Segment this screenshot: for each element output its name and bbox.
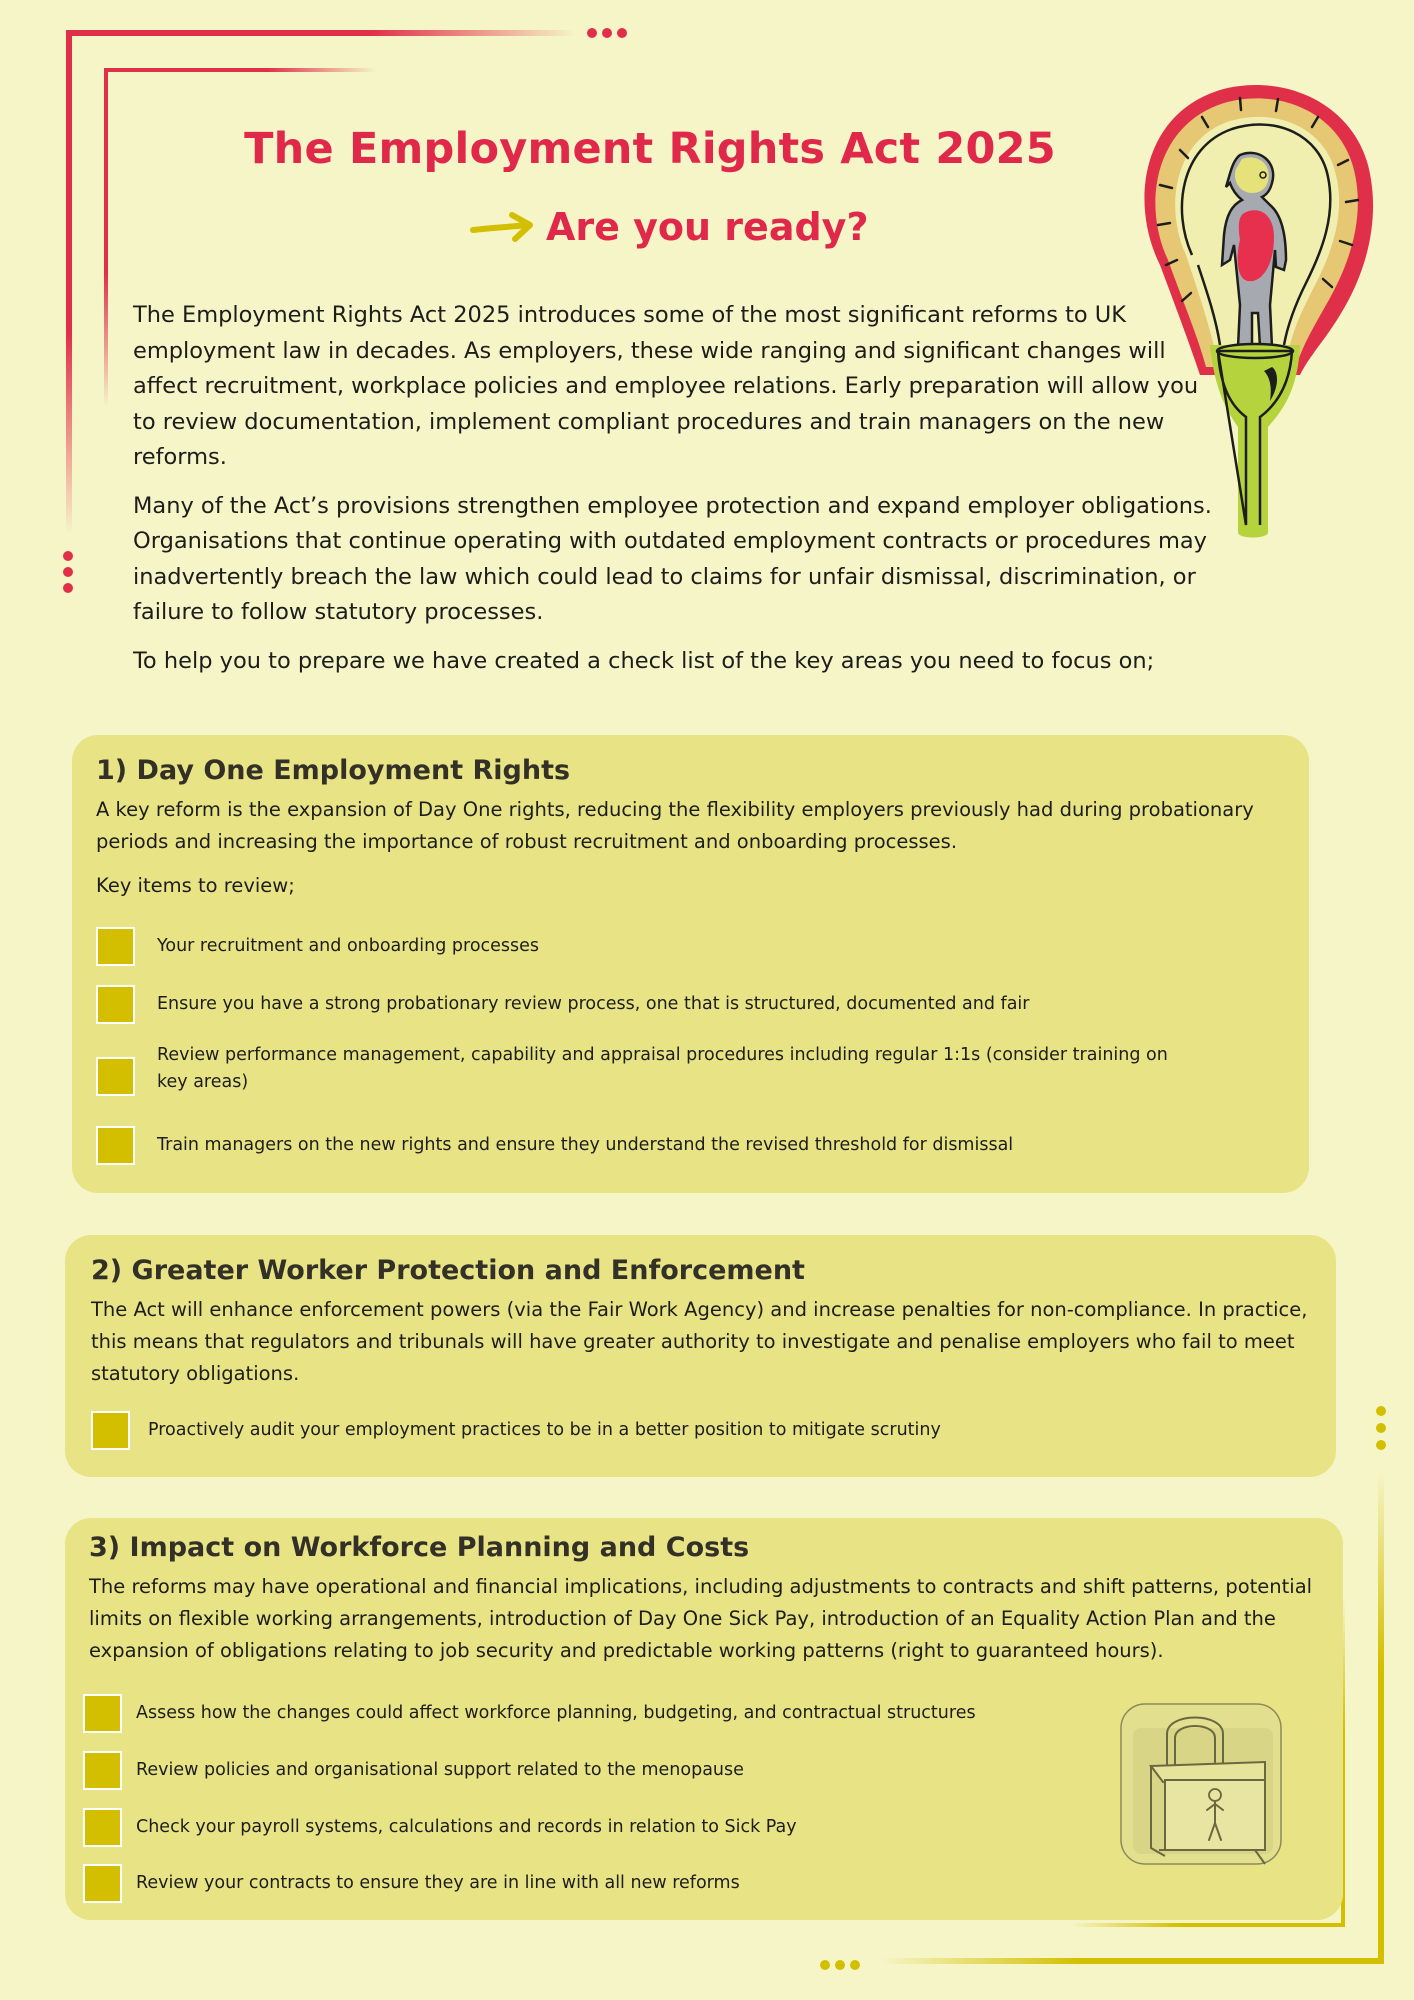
checklist-item	[96, 1126, 1013, 1165]
checklist-item	[83, 1751, 744, 1790]
section-heading: 1) Day One Employment Rights	[96, 755, 571, 786]
checklist-item-label: Check your payroll systems, calculations and records in relation to Sick Pay	[136, 1817, 797, 1837]
checkbox[interactable]	[83, 1808, 122, 1847]
checklist-item-label: Your recruitment and onboarding processes	[157, 936, 540, 956]
frame-inner-bottom-line	[1070, 1923, 1345, 1927]
checklist-item	[96, 927, 539, 966]
section-body: The Act will enhance enforcement powers (via the Fair Work Agency) and increase penalties for non-compliance. In practice, this means that regulators and tribunals will have greater authority to investigate and penalise employers who fail to meet statutory obligations.	[91, 1298, 1308, 1385]
checkbox[interactable]	[96, 985, 135, 1024]
frame-inner-left-line	[104, 68, 108, 408]
frame-inner-top-line	[104, 68, 376, 72]
page-subtitle: Are you ready?	[546, 205, 869, 249]
intro-paragraph: To help you to prepare we have created a check list of the key areas you need to focus on;	[133, 647, 1155, 674]
checklist-item	[83, 1864, 740, 1903]
section-worker-protection	[65, 1235, 1336, 1477]
section-workforce-planning	[65, 1518, 1343, 1920]
checkbox[interactable]	[96, 1126, 135, 1165]
checklist-item-label: Review performance management, capability and appraisal procedures including regular 1:1s (consider training on key areas)	[157, 1045, 1168, 1092]
checklist-item-label: Review your contracts to ensure they are in line with all new reforms	[136, 1873, 740, 1893]
intro-paragraph: Many of the Act’s provisions strengthen employee protection and expand employer obligations. Organisations that continue operating with outdated employment contracts or procedures may inadvertently breach the law which could lead to claims for unfair dismissal, discrimination, or failure to follow statutory processes.	[133, 492, 1212, 625]
intro-paragraph: The Employment Rights Act 2025 introduces some of the most significant reforms to UK employment law in decades. As employers, these wide ranging and significant changes will affect recruitment, workplace policies and employee relations. Early preparation will allow you to review documentation, implement compliant procedures and train managers on the new reforms.	[133, 302, 1199, 470]
section-body: A key reform is the expansion of Day One rights, reducing the flexibility employers previously had during probationary periods and increasing the importance of robust recruitment and onboarding processes.	[96, 798, 1254, 853]
section-day-one-rights	[72, 735, 1309, 1193]
checkbox[interactable]	[91, 1411, 130, 1450]
checklist-item-label: Review policies and organisational support related to the menopause	[136, 1760, 744, 1780]
section-body: The reforms may have operational and financial implications, including adjustments to contracts and shift patterns, potential limits on flexible working arrangements, introduction of Day One Sick Pay, introduction of an Equality Action Plan and the expansion of obligations relating to job security and predictable working patterns (right to guaranteed hours).	[89, 1575, 1313, 1662]
section-subheading: Key items to review;	[96, 874, 295, 897]
checklist-item-label: Train managers on the new rights and ensure they understand the revised threshold for dismissal	[157, 1135, 1014, 1155]
padlock-person-icon	[1115, 1698, 1287, 1870]
arrow-right-icon	[470, 210, 536, 244]
page-title: The Employment Rights Act 2025	[244, 124, 1056, 174]
frame-outer-bottom-line	[880, 1958, 1384, 1964]
frame-outer-top-line	[66, 30, 576, 36]
checklist-item-label: Assess how the changes could affect workforce planning, budgeting, and contractual structures	[136, 1703, 976, 1723]
checklist-item-label: Proactively audit your employment practices to be in a better position to mitigate scrutiny	[148, 1420, 941, 1440]
section-heading: 2) Greater Worker Protection and Enforcement	[91, 1255, 805, 1286]
frame-outer-right-line	[1378, 1470, 1384, 1964]
checkbox[interactable]	[83, 1864, 122, 1903]
checklist-item	[96, 1042, 1176, 1096]
checkbox[interactable]	[83, 1694, 122, 1733]
checkbox[interactable]	[96, 927, 135, 966]
subtitle-row	[470, 205, 868, 249]
checklist-item	[96, 985, 1029, 1024]
section-heading: 3) Impact on Workforce Planning and Costs	[89, 1532, 750, 1563]
checklist-item	[91, 1411, 941, 1450]
checkbox[interactable]	[83, 1751, 122, 1790]
checklist-item	[83, 1808, 797, 1847]
checklist-item-label: Ensure you have a strong probationary review process, one that is structured, documented and fair	[157, 994, 1030, 1014]
intro-text	[133, 298, 1213, 692]
frame-outer-left-line	[66, 30, 72, 535]
checkbox[interactable]	[96, 1057, 135, 1096]
checklist-item	[83, 1694, 976, 1733]
